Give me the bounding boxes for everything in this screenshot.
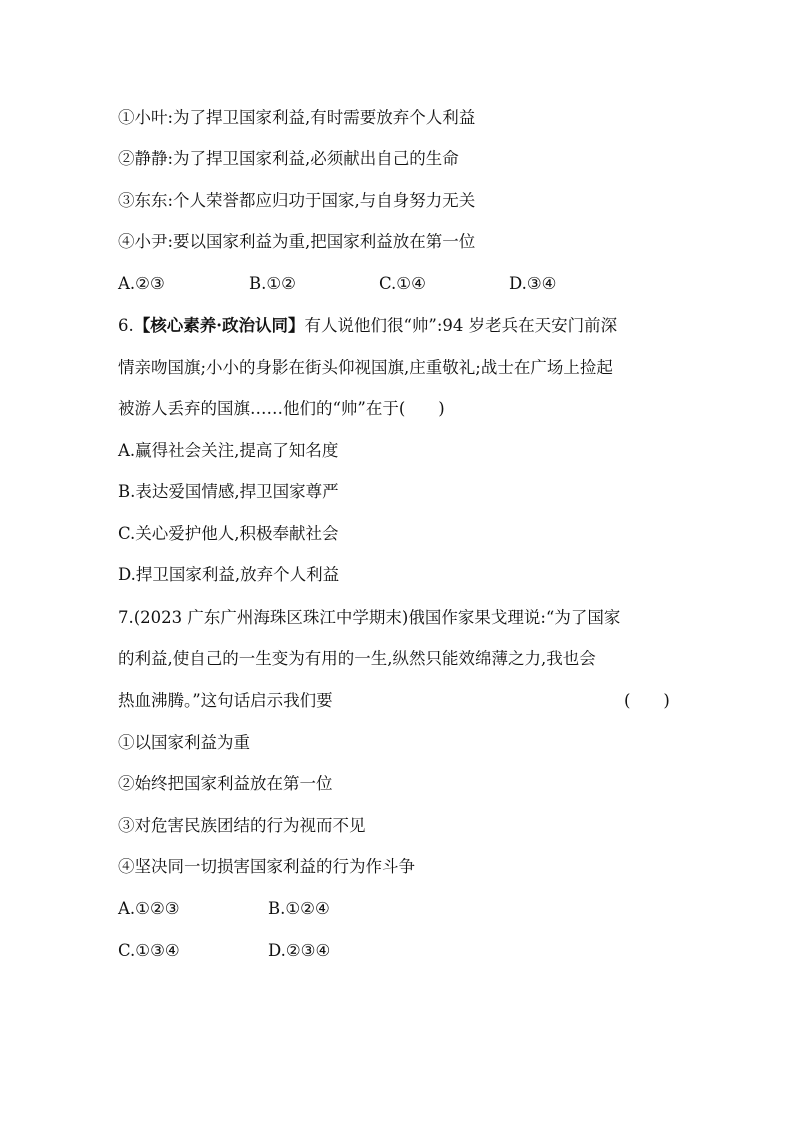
q5-statement-2: ②静静:为了捍卫国家利益,必须献出自己的生命 bbox=[118, 149, 459, 168]
q7-statement-2: ②始终把国家利益放在第一位 bbox=[118, 774, 333, 793]
q6-option-d: D.捍卫国家利益,放弃个人利益 bbox=[118, 565, 340, 584]
q7-option-b: B.①②④ bbox=[268, 899, 330, 918]
q5-option-c: C.①④ bbox=[379, 274, 426, 293]
q5-option-d: D.③④ bbox=[509, 274, 557, 293]
q7-stem-line-2: 的利益,使自己的一生变为有用的一生,纵然只能效绵薄之力,我也会 bbox=[118, 649, 596, 668]
q5-statement-4: ④小尹:要以国家利益为重,把国家利益放在第一位 bbox=[118, 232, 476, 251]
q6-number: 6. bbox=[118, 316, 134, 335]
q5-option-b: B.①② bbox=[249, 274, 296, 293]
q7-option-a: A.①②③ bbox=[118, 899, 180, 918]
q7-option-d: D.②③④ bbox=[268, 941, 331, 960]
q6-option-b: B.表达爱国情感,捍卫国家尊严 bbox=[118, 482, 339, 501]
q7-stem-line-1: 7.(2023 广东广州海珠区珠江中学期末)俄国作家果戈理说:“为了国家 bbox=[118, 608, 621, 627]
q7-option-c: C.①③④ bbox=[118, 941, 180, 960]
q6-option-c: C.关心爱护他人,积极奉献社会 bbox=[118, 524, 339, 543]
q6-tag: 【核心素养·政治认同】 bbox=[133, 316, 305, 335]
q7-statement-3: ③对危害民族团结的行为视而不见 bbox=[118, 816, 366, 835]
q7-statement-1: ①以国家利益为重 bbox=[118, 733, 250, 752]
q5-statement-1: ①小叶:为了捍卫国家利益,有时需要放弃个人利益 bbox=[118, 108, 476, 127]
q6-stem-line-1 bbox=[118, 314, 617, 338]
q7-answer-bracket: ( ) bbox=[624, 691, 670, 710]
q7-statement-4: ④坚决同一切损害国家利益的行为作斗争 bbox=[118, 857, 415, 876]
q7-stem-line-3: 热血沸腾。”这句话启示我们要 bbox=[118, 691, 333, 710]
q6-option-a: A.赢得社会关注,提高了知名度 bbox=[118, 441, 339, 460]
q5-option-a: A.②③ bbox=[118, 274, 165, 293]
q5-statement-3: ③东东:个人荣誉都应归功于国家,与自身努力无关 bbox=[118, 191, 476, 210]
q6-stem-line-2: 情亲吻国旗;小小的身影在街头仰视国旗,庄重敬礼;战士在广场上捡起 bbox=[118, 358, 613, 377]
q6-stem-text-1: 有人说他们很“帅”:94 岁老兵在天安门前深 bbox=[304, 316, 618, 335]
q6-stem-line-3: 被游人丢弃的国旗……他们的“帅”在于( ) bbox=[118, 399, 445, 418]
